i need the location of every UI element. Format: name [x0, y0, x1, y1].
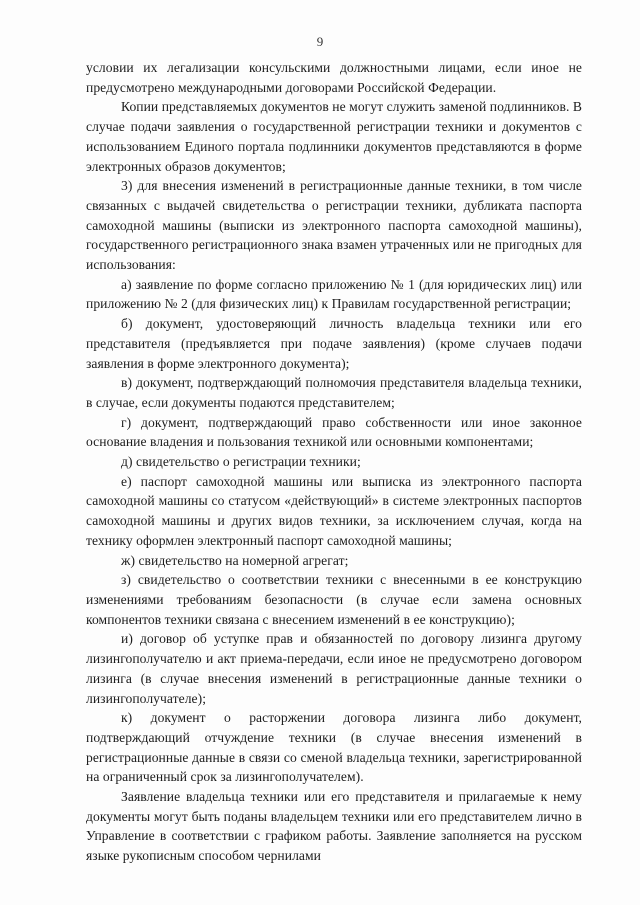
paragraph-copies: Копии представляемых документов не могут служить заменой подлинников. В случае подачи заявления о государственной регистрации техники и документов с использованием Единого портала подлинники документов представляются в форме электронных образов документов;	[86, 99, 582, 174]
list-item-v: в) документ, подтверждающий полномочия представителя владельца техники, в случае, если документы подаются представителем;	[86, 375, 582, 410]
list-item-d: д) свидетельство о регистрации техники;	[121, 454, 361, 470]
list-item-k: к) документ о расторжении договора лизинга либо документ, подтверждающий отчуждение техники (в случае внесения изменений в регистрационные данные в связи со сменой владельца техники, зарегистрированной на ограниченный срок за лизингополучателем).	[86, 710, 582, 785]
list-item-zh: ж) свидетельство на номерной агрегат;	[121, 552, 349, 568]
paragraph-submission: Заявление владельца техники или его представителя и прилагаемые к нему документы могут быть поданы владельцем техники или его представителем лично в Управление в соответствии с графиком работы. Заявление заполняется на русском языке рукописным способом чернилами	[86, 789, 582, 864]
page-number: 9	[316, 34, 324, 49]
list-item-i: и) договор об уступке прав и обязанностей по договору лизинга другому лизингополучателю и акт приема-передачи, если иное не предусмотрено договором лизинга (в случае внесения изменений в регистрационные данные техники о лизингополучателе);	[86, 631, 582, 706]
list-item-g: г) документ, подтверждающий право собственности или иное законное основание владения и пользования техникой или основными компонентами;	[86, 414, 582, 450]
paragraph-continuation: условии их легализации консульскими должностными лицами, если иное не предусмотрено международными договорами Российской Федерации.	[86, 60, 582, 95]
list-item-z: з) свидетельство о соответствии техники с внесенными в ее конструкцию изменениями требованиям безопасности (в случае если замена основных компонентов техники связана с внесением изменений в ее конструкцию);	[86, 572, 582, 627]
list-item-e: е) паспорт самоходной машины или выписка из электронного паспорта самоходной машины со статусом «действующий» в системе электронных паспортов самоходной машины и других видов техники, за исключением случая, когда на технику оформлен электронный паспорт самоходной машины;	[86, 473, 582, 548]
list-item-b: б) документ, удостоверяющий личность владельца техники или его представителя (предъявляется при подаче заявления) (кроме случаев подачи заявления в форме электронного документа);	[86, 316, 582, 371]
document-body	[86, 58, 582, 866]
paragraph-item-3: 3) для внесения изменений в регистрационные данные техники, в том числе связанных с выдачей свидетельства о регистрации техники, дубликата паспорта самоходной машины (выписки из электронного паспорта самоходной машины), государственного регистрационного знака взамен утраченных или не пригодных для использования:	[86, 178, 582, 273]
list-item-a: а) заявление по форме согласно приложению № 1 (для юридических лиц) или приложению № 2 (для физических лиц) к Правилам государственной регистрации;	[86, 276, 582, 312]
